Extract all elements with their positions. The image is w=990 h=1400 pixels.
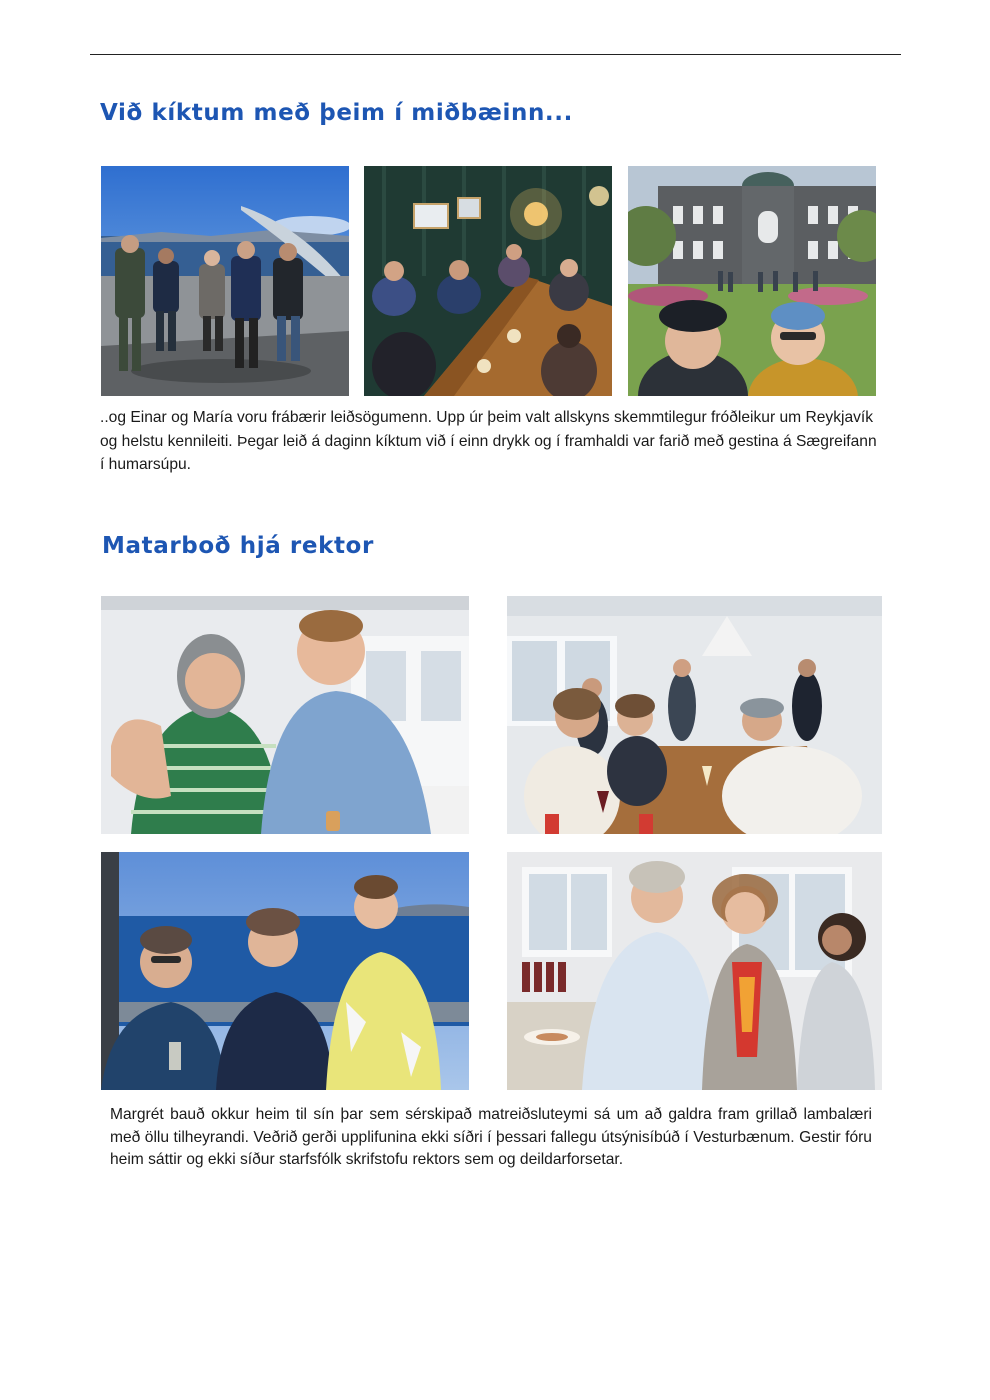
photo-dinner-table (507, 596, 882, 834)
section2-paragraph: Margrét bauð okkur heim til sín þar sem sérskipað matreiðsluteymi sá um að galdra fram grillað lambalæri með öllu tilheyrandi. Veðrið gerði upplifunina ekki síðri í þessari fallegu útsýnisíbúð í Vesturbænum. Gestir fóru heim sáttir og ekki síður starfsfólk skrifstofu rektors sem og deildarforsetar. (110, 1106, 872, 1168)
section-heading-rektor: Matarboð hjá rektor (102, 533, 374, 559)
photo-couple-portrait (101, 596, 469, 834)
top-rule (90, 54, 901, 55)
photo-three-women-sea-view (101, 852, 469, 1090)
photo-park-selfie (628, 166, 876, 396)
photo-pub-gathering (364, 166, 612, 396)
section-heading-midbaer: Við kíktum með þeim í miðbæinn... (100, 100, 573, 126)
photo-kitchen-guests (507, 852, 882, 1090)
section1-paragraph: ..og Einar og María voru frábærir leiðsögumenn. Upp úr þeim valt allskyns skemmtilegur fróðleikur um Reykjavík og helstu kennileiti. Þegar leið á daginn kíktum við í einn drykk og í framhaldi var farið með gestina á Sægreifann í humarsúpu. (100, 409, 877, 473)
photo-harbour-walk (101, 166, 349, 396)
